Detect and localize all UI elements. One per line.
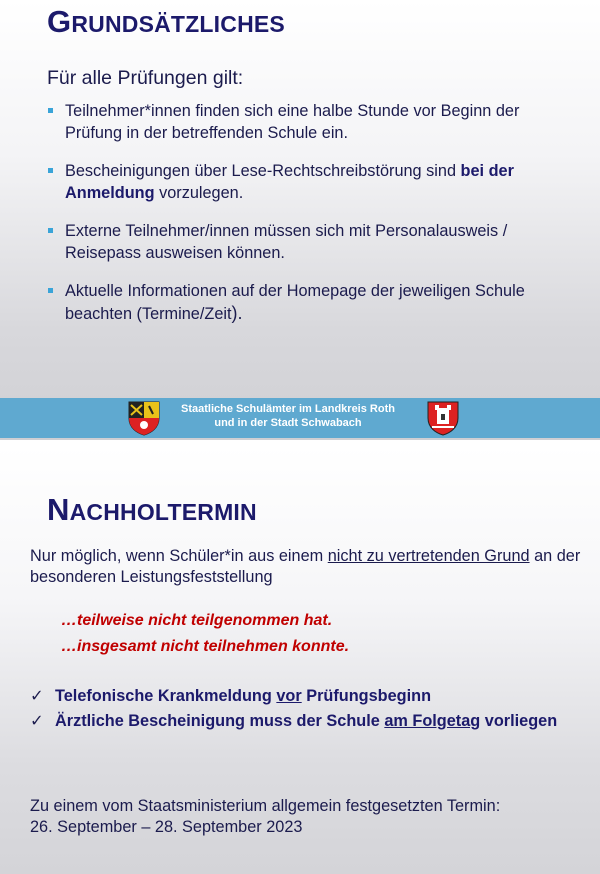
bullet-item: Teilnehmer*innen finden sich eine halbe Stunde vor Beginn der Prüfung in der betreffenden Schule ein. — [47, 100, 567, 144]
square-bullet-icon — [48, 168, 53, 173]
checkmark-icon: ✓ — [30, 687, 44, 705]
schwabach-crest-icon — [426, 400, 460, 436]
footer-text: Staatliche Schulämter im Landkreis Roth und in der Stadt Schwabach — [181, 403, 395, 429]
check-item: ✓ Ärztliche Bescheinigung muss der Schule am Folgetag vorliegen — [30, 712, 558, 730]
slide-nachholtermin — [0, 446, 600, 874]
check-item: ✓ Telefonische Krankmeldung vor Prüfungsbeginn — [30, 687, 432, 705]
termin-text: Zu einem vom Staatsministerium allgemein festgesetzten Termin: 26. September – 28. September 2023 — [30, 797, 501, 836]
square-bullet-icon — [48, 288, 53, 293]
square-bullet-icon — [48, 108, 53, 113]
check-list — [30, 686, 570, 736]
bullet-item: Bescheinigungen über Lese-Rechtschreibstörung sind bei der Anmeldung vorzulegen. — [47, 160, 567, 204]
intro-text: Für alle Prüfungen gilt: — [47, 67, 244, 89]
slide-title: GRUNDSÄTZLICHES — [47, 4, 285, 39]
bullet-item: Externe Teilnehmer/innen müssen sich mit Personalausweis / Reisepass ausweisen können. — [47, 220, 567, 264]
condition-text: …teilweise nicht teilgenommen hat. — [61, 612, 333, 629]
footer-band — [0, 398, 600, 438]
bullet-list — [47, 100, 567, 341]
square-bullet-icon — [48, 228, 53, 233]
landkreis-roth-crest-icon — [127, 400, 161, 436]
bullet-item: Aktuelle Informationen auf der Homepage der jeweiligen Schule beachten (Termine/Zeit). — [47, 280, 567, 325]
intro-text: Nur möglich, wenn Schüler*in aus einem nicht zu vertretenden Grund an der besonderen Leistungsfeststellung — [30, 547, 581, 586]
condition-text: …insgesamt nicht teilnehmen konnte. — [61, 638, 350, 655]
checkmark-icon: ✓ — [30, 712, 44, 730]
slide-title: NACHHOLTERMIN — [47, 492, 257, 527]
